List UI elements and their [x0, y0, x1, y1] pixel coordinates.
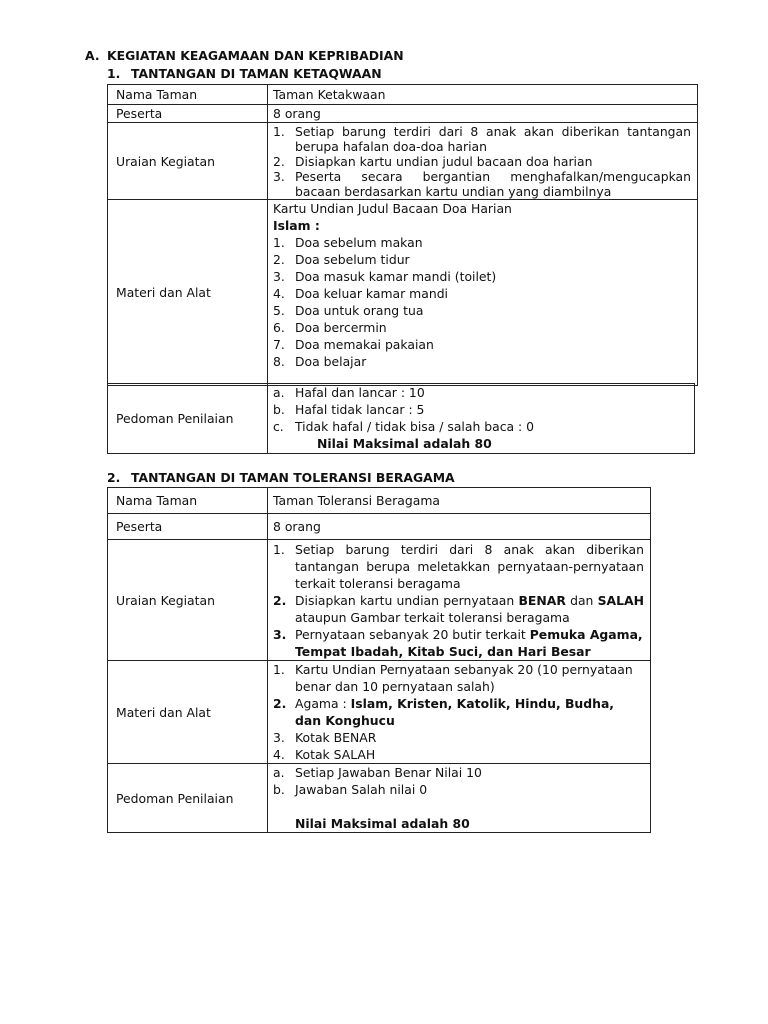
label-peserta: Peserta	[108, 105, 268, 123]
list-item: 4. Kotak SALAH	[273, 747, 376, 762]
value-peserta: 8 orang	[268, 105, 698, 123]
list-item: 2. Agama : Islam, Kristen, Katolik, Hindu, Budha, dan Konghucu	[273, 696, 615, 728]
pedoman-list	[273, 764, 644, 798]
list-item: 2. Doa sebelum tidur	[273, 252, 410, 267]
list-item: 6. Doa bercermin	[273, 320, 387, 335]
list-item: 5. Doa untuk orang tua	[273, 303, 424, 318]
value-materi-alat	[268, 200, 698, 386]
nilai-maksimal: Nilai Maksimal adalah 80	[317, 436, 492, 451]
table-row	[108, 105, 698, 123]
subsection-1-title: TANTANGAN DI TAMAN KETAQWAAN	[131, 66, 382, 81]
table-row	[108, 384, 695, 454]
value-peserta: 8 orang	[268, 514, 651, 540]
list-item: 1. Setiap barung terdiri dari 8 anak akan diberikan tantangan berupa hafalan doa-doa harian	[273, 124, 691, 154]
list-item: 3. Pernyataan sebanyak 20 butir terkait Pemuka Agama, Tempat Ibadah, Kitab Suci, dan Hari Besar	[273, 627, 643, 659]
subsection-1-marker: 1.	[107, 66, 121, 81]
value-nama-taman: Taman Toleransi Beragama	[268, 488, 651, 514]
pedoman-list	[273, 384, 688, 435]
list-item: 2. Disiapkan kartu undian pernyataan BENAR dan SALAH ataupun Gambar terkait toleransi beragama	[273, 593, 644, 625]
label-peserta: Peserta	[108, 514, 268, 540]
list-item: 1. Setiap barung terdiri dari 8 anak akan diberikan tantangan berupa meletakkan pernyataan-pernyataan terkait toleransi beragama	[273, 542, 644, 591]
value-pedoman-penilaian	[268, 384, 695, 454]
list-item: 3. Peserta secara bergantian menghafalkan/mengucapkan bacaan berdasarkan kartu undian yang diambilnya	[273, 169, 691, 199]
list-item: 7. Doa memakai pakaian	[273, 337, 434, 352]
list-item: 4. Doa keluar kamar mandi	[273, 286, 449, 301]
subsection-2-heading	[107, 470, 455, 486]
list-item: 8. Doa belajar	[273, 354, 367, 369]
table-pedoman-ketaqwaan	[107, 383, 695, 454]
table-row	[108, 764, 651, 833]
materi-subtitle: Islam :	[273, 218, 320, 233]
value-nama-taman: Taman Ketakwaan	[268, 85, 698, 105]
section-a-heading	[85, 48, 404, 64]
table-row	[108, 200, 698, 386]
list-item: a. Setiap Jawaban Benar Nilai 10	[273, 765, 482, 780]
uraian-list	[273, 541, 644, 660]
doa-list	[273, 234, 691, 370]
label-nama-taman: Nama Taman	[108, 85, 268, 105]
label-uraian-kegiatan: Uraian Kegiatan	[108, 123, 268, 200]
subsection-1-heading	[107, 66, 382, 82]
list-item: c. Tidak hafal / tidak bisa / salah baca : 0	[273, 419, 535, 434]
label-pedoman-penilaian: Pedoman Penilaian	[108, 764, 268, 833]
value-materi-alat	[268, 661, 651, 764]
label-pedoman-penilaian: Pedoman Penilaian	[108, 384, 268, 454]
nilai-maksimal: Nilai Maksimal adalah 80	[295, 816, 470, 831]
label-nama-taman: Nama Taman	[108, 488, 268, 514]
list-item: a. Hafal dan lancar : 10	[273, 385, 425, 400]
section-a-marker: A.	[85, 48, 100, 63]
subsection-2-title: TANTANGAN DI TAMAN TOLERANSI BERAGAMA	[131, 470, 455, 485]
subsection-2-marker: 2.	[107, 470, 121, 485]
table-row	[108, 85, 698, 105]
label-materi-alat: Materi dan Alat	[108, 661, 268, 764]
list-item: 2. Disiapkan kartu undian judul bacaan doa harian	[273, 154, 593, 169]
list-item: 1. Doa sebelum makan	[273, 235, 423, 250]
label-uraian-kegiatan: Uraian Kegiatan	[108, 540, 268, 661]
table-row	[108, 488, 651, 514]
list-item: b. Jawaban Salah nilai 0	[273, 782, 428, 797]
list-item: 3. Doa masuk kamar mandi (toilet)	[273, 269, 497, 284]
materi-list	[273, 661, 644, 763]
list-item: 1. Kartu Undian Pernyataan sebanyak 20 (10 pernyataan benar dan 10 pernyataan salah)	[273, 662, 633, 694]
table-row	[108, 123, 698, 200]
materi-title: Kartu Undian Judul Bacaan Doa Harian	[273, 201, 512, 216]
list-item: 3. Kotak BENAR	[273, 730, 377, 745]
table-taman-toleransi	[107, 487, 651, 833]
table-taman-ketaqwaan	[107, 84, 698, 386]
uraian-list	[273, 124, 691, 199]
table-row	[108, 514, 651, 540]
table-row	[108, 661, 651, 764]
value-uraian-kegiatan	[268, 540, 651, 661]
table-row	[108, 540, 651, 661]
section-a-title: KEGIATAN KEAGAMAAN DAN KEPRIBADIAN	[107, 48, 404, 63]
list-item: b. Hafal tidak lancar : 5	[273, 402, 425, 417]
label-materi-alat: Materi dan Alat	[108, 200, 268, 386]
value-pedoman-penilaian	[268, 764, 651, 833]
value-uraian-kegiatan	[268, 123, 698, 200]
